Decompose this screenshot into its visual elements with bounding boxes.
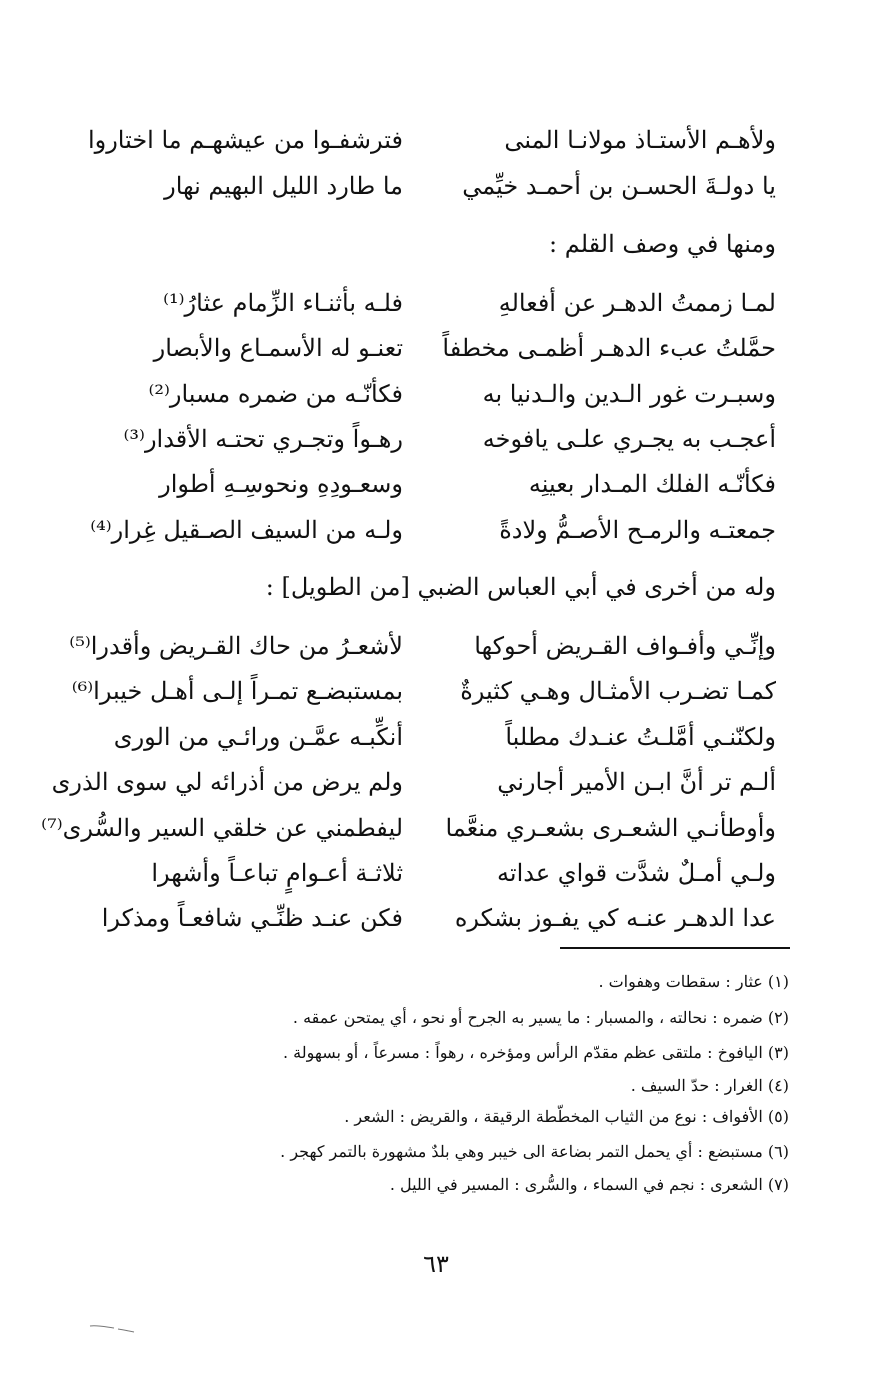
verse-line <box>0 281 873 325</box>
verse-first-hemistich: فكأنّـه الفلك المـدار بعينِه <box>528 470 776 498</box>
verse-second-hemistich: رهـواً وتجـري تحتـه الأقدار⁽³⁾ <box>123 425 403 453</box>
verse-first-hemistich: وأوطأنـي الشعـرى بشعـري منعَّما <box>445 814 776 842</box>
verse-second-hemistich: ثلاثـة أعـوامٍ تباعـاً وأشهرا <box>151 859 403 887</box>
verse-second-hemistich: فترشفـوا من عيشهـم ما اختاروا <box>87 126 403 154</box>
verse-line <box>0 896 873 940</box>
verse-line <box>0 326 873 370</box>
page-number: ٦٣ <box>423 1250 449 1278</box>
verse-first-hemistich: ألـم تر أنَّ ابـن الأمير أجارني <box>497 768 776 796</box>
section-intro-other: وله من أخرى في أبي العباس الضبي [من الطويل] : <box>265 573 776 601</box>
verse-first-hemistich: أعجـب به يجـري علـى يافوخه <box>482 425 776 453</box>
verse-first-hemistich: يا دولـةَ الحسـن بن أحمـد خيِّمي <box>462 172 776 200</box>
verse-line <box>0 669 873 713</box>
verse-second-hemistich: فكأنّـه من ضمره مسبار⁽²⁾ <box>148 380 403 408</box>
verse-line <box>0 462 873 506</box>
verse-first-hemistich: حمَّلتُ عبء الدهـر أظمـى مخطفاً <box>442 334 776 362</box>
footnote: (٧) الشعرى : نجم في السماء ، والسُّرى : المسير في الليل . <box>389 1175 789 1194</box>
footnote: (٤) الغرار : حدّ السيف . <box>630 1076 789 1095</box>
verse-second-hemistich: فكن عنـد ظنِّـي شافعـاً ومذكرا <box>101 904 403 932</box>
footnote: (٥) الأفواف : نوع من الثياب المخطّطة الرقيقة ، والقريض : الشعر . <box>344 1107 789 1126</box>
verse-first-hemistich: لمـا زممتُ الدهـر عن أفعالهِ <box>498 289 776 317</box>
verse-first-hemistich: ولكنّنـي أمَّلـتُ عنـدك مطلباً <box>505 723 776 751</box>
verse-second-hemistich: أنكِّبـه عمَّـن ورائـي من الورى <box>113 723 403 751</box>
verse-second-hemistich: ليفطمني عن خلقي السير والسُّرى⁽⁷⁾ <box>41 814 403 842</box>
verse-line <box>0 806 873 850</box>
verse-line <box>0 508 873 552</box>
verse-line <box>0 851 873 895</box>
verse-line <box>0 118 873 162</box>
verse-second-hemistich: ما طارد الليل البهيم نهار <box>164 172 403 200</box>
verse-line <box>0 417 873 461</box>
footnote: (٣) اليافوخ : ملتقى عظم مقدّم الرأس ومؤخره ، رهواً : مسرعاً ، أو بسهولة . <box>283 1043 789 1062</box>
scan-smudge-mark <box>88 1322 136 1334</box>
verse-second-hemistich: ولم يرض من أذرائه لي سوى الذرى <box>51 768 403 796</box>
verse-second-hemistich: ولـه من السيف الصـقيل غِرار⁽⁴⁾ <box>90 516 403 544</box>
verse-line <box>0 164 873 208</box>
footnote: (١) عثار : سقطات وهفوات . <box>598 972 789 991</box>
verse-second-hemistich: وسعـودِهِ ونحوسِـهِ أطوار <box>159 470 403 498</box>
verse-second-hemistich: تعنـو له الأسمـاع والأبصار <box>153 334 403 362</box>
verse-first-hemistich: ولأهـم الأستـاذ مولانـا المنى <box>504 126 776 154</box>
footnote-separator <box>560 947 790 949</box>
verse-second-hemistich: لأشعـرُ من حاك القـريض وأقدرا⁽⁵⁾ <box>69 632 403 660</box>
verse-second-hemistich: بمستبضـع تمـراً إلـى أهـل خيبرا⁽⁶⁾ <box>71 677 403 705</box>
verse-first-hemistich: وسبـرت غور الـدين والـدنيا به <box>482 380 776 408</box>
verse-first-hemistich: كمـا تضـرب الأمثـال وهـي كثيرةٌ <box>460 677 776 705</box>
footnote: (٦) مستبضع : أي يحمل التمر بضاعة الى خيبر وهي بلدٌ مشهورة بالتمر كهجر . <box>280 1142 789 1161</box>
verse-first-hemistich: وإنِّـي وأفـواف القـريض أحوكها <box>474 632 776 660</box>
verse-line <box>0 715 873 759</box>
verse-second-hemistich: فلـه بأثنـاء الزِّمام عثارُ⁽¹⁾ <box>163 289 403 317</box>
verse-first-hemistich: عدا الدهـر عنـه كي يفـوز بشكره <box>454 904 776 932</box>
footnote: (٢) ضمره : نحالته ، والمسبار : ما يسير به الجرح أو نحو ، أي يمتحن عمقه . <box>292 1008 789 1027</box>
verse-first-hemistich: ولـي أمـلٌ شدَّت قواي عداته <box>497 859 776 887</box>
verse-line <box>0 760 873 804</box>
verse-line <box>0 372 873 416</box>
section-intro-pen: ومنها في وصف القلم : <box>549 230 776 258</box>
verse-line <box>0 624 873 668</box>
verse-first-hemistich: جمعتـه والرمـح الأصـمُّ ولادةً <box>499 516 776 544</box>
